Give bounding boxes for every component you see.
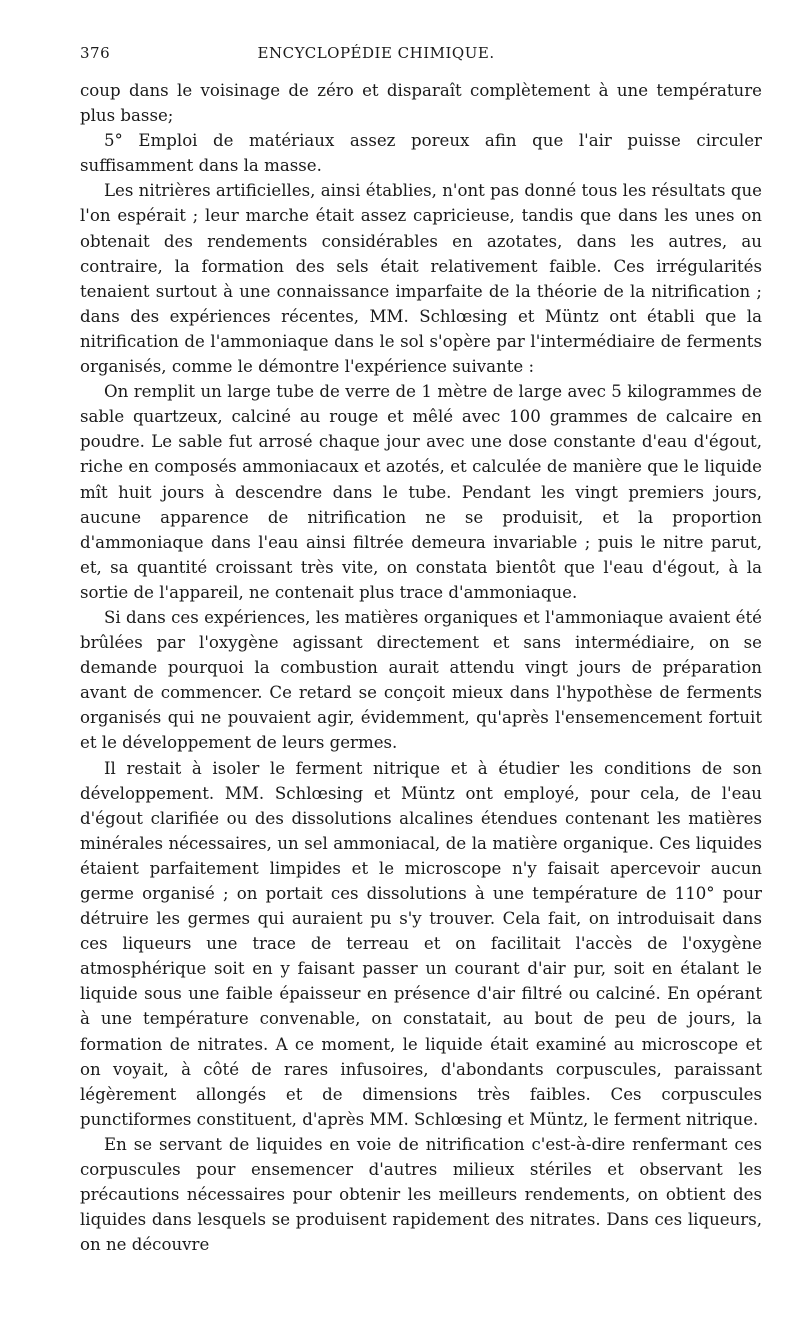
paragraph-culture: En se servant de liquides en voie de nitrification c'est-à-dire renfermant ces corpuscules pour ensemencer d'autres milieux stériles et observant les précautions nécessaires pour obtenir les meilleurs rendements, on obtient des liquides dans lesquels se produisent rapidement des nitrates. Dans ces liqueurs, on ne découvre	[80, 1134, 762, 1255]
paragraph-nitrieres: Les nitrières artificielles, ainsi établies, n'ont pas donné tous les résultats que l'on espérait ; leur marche était assez capricieuse, tandis que dans les unes on obtenait des rendements considérables en azotates, dans les autres, au contraire, la formation des sels était relativement faible. Ces irrégularités tenaient surtout à une connaissance imparfaite de la théorie de la nitrification ; dans des expériences récentes, MM. Schlœsing et Müntz ont établi que la nitrification de l'ammoniaque dans le sol s'opère par l'intermédiaire de ferments organisés, comme le démontre l'expérience suivante :	[80, 181, 762, 377]
body-text	[80, 78, 762, 1257]
paragraph-isolation: Il restait à isoler le ferment nitrique et à étudier les conditions de son développement. MM. Schlœsing et Müntz ont employé, pour cela, de l'eau d'égout clarifiée ou des dissolutions alcalines étendues contenant les matières minérales nécessaires, un sel ammoniacal, de la matière organique. Ces liquides étaient parfaitement limpides et le microscope n'y faisait apercevoir aucun germe organisé ; on portait ces dissolutions à une température de 110° pour détruire les germes qui auraient pu s'y trouver. Cela fait, on introduisait dans ces liqueurs une trace de terreau et on facilitait l'accès de l'oxygène atmosphérique soit en y faisant passer un courant d'air pur, soit en étalant le liquide sous une faible épaisseur en présence d'air filtré ou calciné. En opérant à une température convenable, on constatait, au bout de peu de jours, la formation de nitrates. A ce moment, le liquide était examiné au microscope et on voyait, à côté de rares infusoires, d'abondants corpuscules, paraissant légèrement allongés et de dimensions très faibles. Ces corpuscules punctiformes constituent, d'après MM. Schlœsing et Müntz, le ferment nitrique.	[80, 758, 762, 1129]
page-number: 376	[80, 44, 111, 62]
paragraph-hypothesis: Si dans ces expériences, les matières organiques et l'ammoniaque avaient été brûlées par l'oxygène agissant directement et sans intermédiaire, on se demande pourquoi la combustion aurait attendu vingt jours de préparation avant de commencer. Ce retard se conçoit mieux dans l'hypothèse de ferments organisés qui ne pouvaient agir, évidemment, qu'après l'ensemencement fortuit et le développement de leurs germes.	[80, 607, 762, 753]
paragraph-list-item-5: 5° Emploi de matériaux assez poreux afin que l'air puisse circuler suffisamment dans la masse.	[80, 131, 762, 176]
running-title: ENCYCLOPÉDIE CHIMIQUE.	[257, 44, 495, 62]
paragraph-experiment: On remplit un large tube de verre de 1 mètre de large avec 5 kilogrammes de sable quartzeux, calciné au rouge et mêlé avec 100 grammes de calcaire en poudre. Le sable fut arrosé chaque jour avec une dose constante d'eau d'égout, riche en composés ammoniacaux et azotés, et calculée de manière que le liquide mît huit jours à descendre dans le tube. Pendant les vingt premiers jours, aucune apparence de nitrification ne se produisit, et la proportion d'ammoniaque dans l'eau ainsi filtrée demeura invariable ; puis le nitre parut, et, sa quantité croissant très vite, on constata bientôt que l'eau d'égout, à la sortie de l'appareil, ne contenait plus trace d'ammoniaque.	[80, 382, 762, 602]
paragraph-continuation: coup dans le voisinage de zéro et disparaît complètement à une température plus basse;	[80, 81, 762, 126]
running-header	[80, 44, 762, 78]
